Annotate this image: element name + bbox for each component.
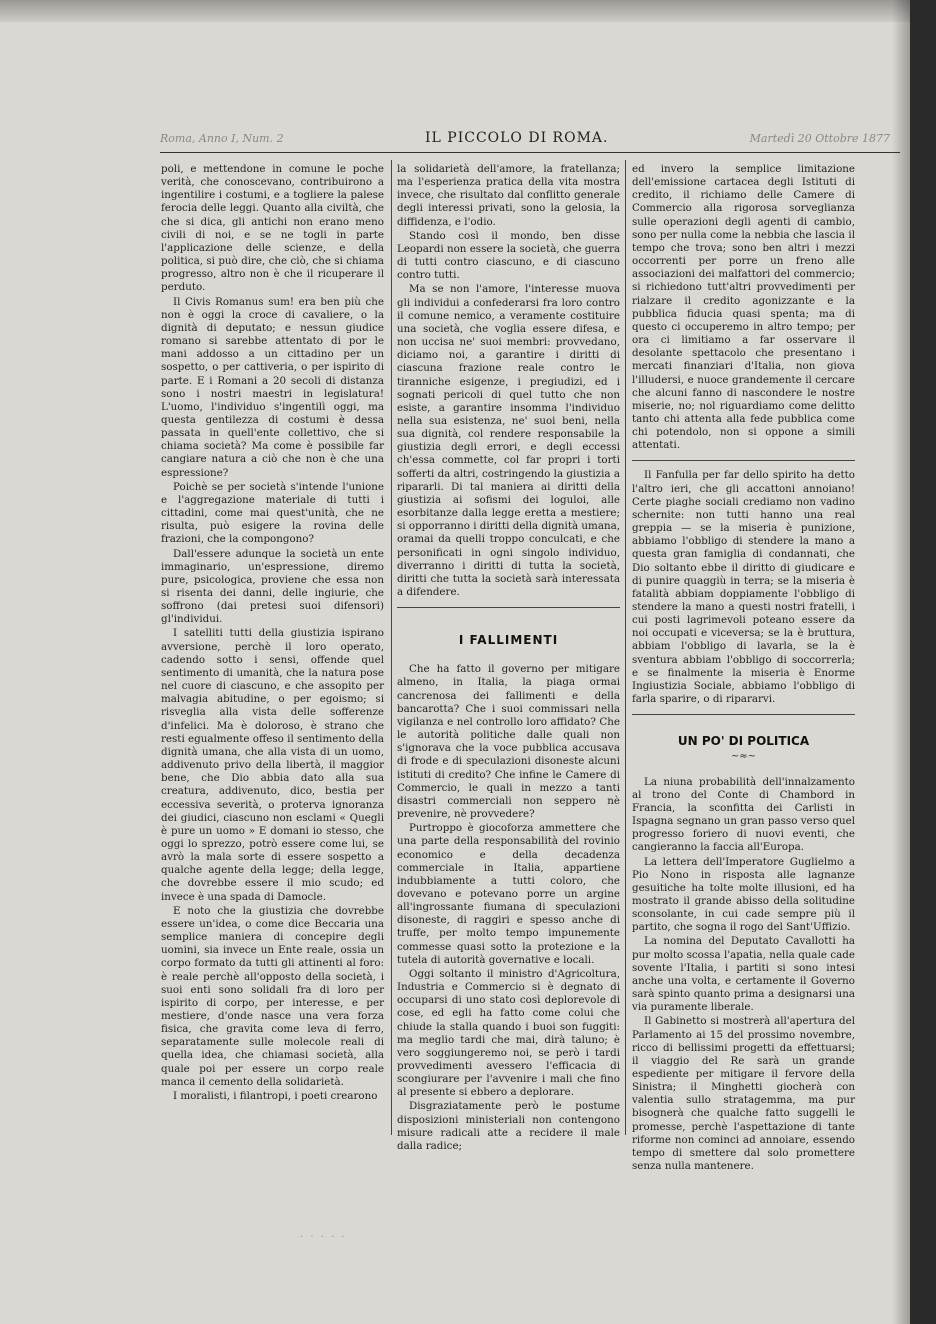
column-rule-1 bbox=[391, 160, 392, 1135]
col2-paragraph: Ma se non l'amore, l'interesse muova gli individui a confederarsi fra loro contro il comune nemico, a veramente costituire una società, che voglia essere difesa, e non uccisa ne' suoi membri: provvedano, diciamo noi, a garantire i diritti di ciascuna frazione reale contro le tiranniche esigenze, i pregiudizi, ed i sognati pericoli di quel tutto che non esiste, a garantire insomma l'individuo nella sua esistenza, ne' suoi beni, nella sua dignità, col rendere responsabile la giustizia degli errori, e degli eccessi ch'essa commette, col far propri i torti sofferti da altri, costringendo la giustizia a ripararli. Di tal maniera ai diritti della giustizia ai sofismi dei loguloi, alle esorbitanze dalla legge eretta a mestiere; si opporranno i diritti della dignità umana, oramai da quelli troppo conculcati, e che personificati in ogni singolo individuo, diverranno i diritti di tutta la società, diritti che tutta la società sarà interessata a difendere. bbox=[397, 283, 620, 598]
politica-paragraph: La lettera dell'Imperatore Guglielmo a Pio Nono in risposta alle lagnanze gesuitiche ha tolte molte illusioni, ed ha mostrato il grande abisso della solitudine sconsolante, in cui cade sempre più il partito, che sogna il rogo del Sant'Uffizio. bbox=[632, 855, 855, 934]
fallimenti-paragraph: Che ha fatto il governo per mitigare almeno, in Italia, la piaga ormai cancrenosa dei fallimenti e della bancarotta? Che i suoi commissari nella vigilanza e nel controllo loro affidato? Che le autorità politiche dalle quali non s'ignorava che la voce pubblica accusava di frode e di speculazioni disoneste alcuni istituti di credito? Che infine le Camere di Commercio, le quali in mezzo a tanti disastri commerciali non seppero nè prevenire, nè provvedere? bbox=[397, 663, 620, 821]
col1-paragraph: Poichè se per società s'intende l'unione e l'aggregazione materiale di tutti i cittadini, come mai quest'unità, che ne risulta, può esigere la rovina delle frazioni, che la compongono? bbox=[161, 480, 384, 546]
scan-edge-shadow bbox=[892, 0, 910, 1324]
header-right-text: Martedì 20 Ottobre 1877 bbox=[749, 132, 890, 145]
page-header bbox=[160, 126, 900, 153]
col1-paragraph: I satelliti tutti della giustizia ispirano avversione, perchè il loro operato, cadendo sotto i sensi, offende quel sentimento di umanità, che la natura pose nel cuore di ciascuno, e che assopito per malvagia abitudine, o per egoismo; si risveglia alla vista delle sofferenze d'infelici. Ma è doloroso, è strano che resti egualmente offeso il sentimento della dignità umana, che alla vista di un uomo, addivenuto privo della libertà, il maggior bene, che Dio abbia dato alla sua creatura, addivenuto, dico, bestia per eccessiva severità, o proterva ignoranza dei giudici, ciascuno non esclami « Quegli è pure un uomo » E domani io stesso, che oggi lo sprezzo, potrò essere come lui, se avrò la mala sorte di essere sospetto a qualche agente della legge; della legge, che dovrebbe essere il mio scudo; ed invece è una spada di Damocle. bbox=[161, 627, 384, 903]
col1-paragraph: E noto che la giustizia che dovrebbe essere un'idea, o come dice Beccaria una semplice maniera di concepire degli uomini, sia invece un Ente reale, ossia un corpo formato da tutti gli attinenti al foro: è reale perchè all'opposto della società, i suoi enti sono solidali fra di loro per ispirito di corpo, per interesse, e per mestiere, d'onde nasce una vera forza fisica, che gravita come leva di ferro, separatamente sulle molecole reali di quella idea, che chiamasi società, alla quale poi per essere un corpo reale manca il cemento della solidarietà. bbox=[161, 904, 384, 1088]
column-2 bbox=[397, 163, 620, 1152]
col1-paragraph: poli, e mettendone in comune le poche verità, che conoscevano, contribuirono a ingentilire i costumi, e a togliere la palese ferocia delle leggi. Quanto alla civiltà, che che si dica, gli antichi non erano meno civili di noi, e se ne togli in parte l'applicazione delle scienze, e della politica, si può dire, che ciò, che si chiama progresso, altro non è che il ricuperare il perduto. bbox=[161, 163, 384, 294]
newspaper-title: IL PICCOLO DI ROMA. bbox=[425, 130, 609, 146]
col1-paragraph: Dall'essere adunque la società un ente immaginario, un'espressione, diremo pure, psicologica, proviene che essa non si risenta dei danni, delle ingiurie, che soffrono (dai pretesi suoi difensori) gl'individui. bbox=[161, 547, 384, 626]
fallimenti-heading: I FALLIMENTI bbox=[458, 633, 559, 648]
col3-paragraph: Il Fanfulla per far dello spirito ha detto l'altro ieri, che gli accattoni annoiano! Certe piaghe sociali crediamo non vadino schernite: non tutti hanno una real greppia — se la miseria è punizione, abbiamo l'obbligo di stendere la mano a questa gran famiglia di condannati, che Dio soltanto ebbe il diritto di giudicare e di punire quaggiù in terra; se la miseria è fatalità abbiam doppiamente l'obbligo di stendere la mano a questi nostri fratelli, i cui posti lagrimevoli poteano essere da noi occupati e viceversa; se la è bruttura, abbiam l'obbligo di lavarla, se la è sventura abbiam l'obbligo di soccorrerla; e se finalmente la miseria è Enorme Ingiustizia Sociale, abbiamo l'obbligo di farla sparire, o di ripararvi. bbox=[632, 469, 855, 706]
politica-paragraph: La nomina del Deputato Cavallotti ha pur molto scossa l'apatia, nella quale cade sovente l'Italia, i partiti si sono intesi anche una volta, e certamente il Governo sarà spinto quanto prima a designarsi una via puramente liberale. bbox=[632, 935, 855, 1014]
header-left-text: Roma, Anno I, Num. 2 bbox=[160, 132, 284, 145]
politica-paragraph: Il Gabinetto si mostrerà all'apertura del Parlamento ai 15 del prossimo novembre, ricco di bellissimi progetti da effettuarsi; il viaggio del Re sarà un grande espediente per mitigare il fervore della Sinistra; il Minghetti giocherà con valentia sullo stratagemma, ma pur bisognerà che qualche fatto suggelli le promesse, perchè l'aspettazione di tante riforme non cominci ad annoiare, essendo tempo di smettere dal solo promettere senza nulla mantenere. bbox=[632, 1015, 855, 1173]
fallimenti-paragraph: Disgraziatamente però le postume disposizioni ministeriali non contengono misure radicali atte a recidere il male dalla radice; bbox=[397, 1100, 620, 1152]
column-rule-2 bbox=[625, 160, 626, 1135]
col3-paragraph: ed invero la semplice limitazione dell'emissione cartacea degli Istituti di credito, il richiamo delle Camere di Commercio alla rigorosa sorveglianza sulle operazioni degli agenti di cambio, sono per nulla come la nebbia che lascia il tempo che trova; sono ben altri i mezzi occorrenti per porre un freno alle associazioni dei malfattori del commercio; si richiedono tutt'altri provvedimenti per rialzare il credito agonizzante e la pubblica fiducia quasi spenta; ma di questo ci occuperemo in altro tempo; per ora ci limitiamo a far osservare il desolante spettacolo che presentano i mercati finanziari d'Italia, non giova l'illudersi, e nuoce grandemente il cercare che alcuni fanno di nascondere le nostre miserie, no; nol riguardiamo come delitto tanto chi attenta alla fede pubblica come chi potendolo, non si oppone a simili attentati. bbox=[632, 163, 855, 452]
column-3 bbox=[632, 163, 855, 1173]
scan-right-border bbox=[910, 0, 936, 1324]
section-divider bbox=[632, 460, 855, 461]
column-1 bbox=[161, 163, 384, 1135]
bottom-ornament: · · · · · bbox=[300, 1232, 347, 1243]
politica-heading: UN PO' DI POLITICA bbox=[677, 734, 810, 749]
section-divider bbox=[397, 607, 620, 608]
col2-paragraph: la solidarietà dell'amore, la fratellanza; ma l'esperienza pratica della vita mostra invece, che risultato dal conflitto generale degli interessi privati, sono la gelosia, la diffidenza, e l'odio. bbox=[397, 163, 620, 228]
fallimenti-paragraph: Oggi soltanto il ministro d'Agricoltura, Industria e Commercio si è degnato di occuparsi di uno stato così deplorevole di cose, ed egli ha fatto come colui che chiude la stalla quando i buoi son fuggiti: ma meglio tardi che mai, dirà taluno; è vero soggiungeremo noi, se però i tardi provvedimenti avessero l'efficacia di scongiurare per l'avvenire i mali che fino al presente si ebbero a deplorare. bbox=[397, 967, 620, 1099]
heading-flourish: ~≈~ bbox=[730, 751, 757, 763]
section-divider bbox=[632, 714, 855, 715]
politica-paragraph: La niuna probabilità dell'innalzamento al trono del Conte di Chambord in Francia, la sconfitta dei Carlisti in Ispagna segnano un gran passo verso quel progresso foriero di nuovi eventi, che cangieranno la faccia all'Europa. bbox=[632, 775, 855, 854]
scan-top-border bbox=[0, 0, 936, 22]
fallimenti-paragraph: Purtroppo è giocoforza ammettere che una parte della responsabilità del rovinio economico e della decadenza commerciale in Italia, appartiene indubbiamente a tutti coloro, che dovevano e potevano porre un argine all'ingrossante fiumana di speculazioni disoneste, di raggiri e spesso anche di truffe, per molto tempo impunemente commesse quasi sotto la protezione e la tutela di autorità governative e locali. bbox=[397, 822, 620, 966]
col1-paragraph: Il Civis Romanus sum! era ben più che non è oggi la croce di cavaliere, o la dignità di deputato; e nessun giudice romano si sarebbe attentato di por le mani addosso a un cittadino per un sospetto, o per cattiveria, o per ispirito di parte. E i Romani a 20 secoli di distanza sono i nostri maestri in legislatura! L'uomo, l'individuo s'ingentilì oggi, ma questa gentilezza di costumi è dessa passata in quell'ente collettivo, che si chiama società? Ma come è possibile far cangiare natura a ciò che non è che una espressione? bbox=[161, 295, 384, 479]
col1-paragraph: I moralisti, i filantropi, i poeti crearono bbox=[173, 1089, 378, 1102]
col2-paragraph: Stando così il mondo, ben disse Leopardi non essere la società, che guerra di tutti contro ciascuno, e di ciascuno contro tutti. bbox=[397, 229, 620, 282]
